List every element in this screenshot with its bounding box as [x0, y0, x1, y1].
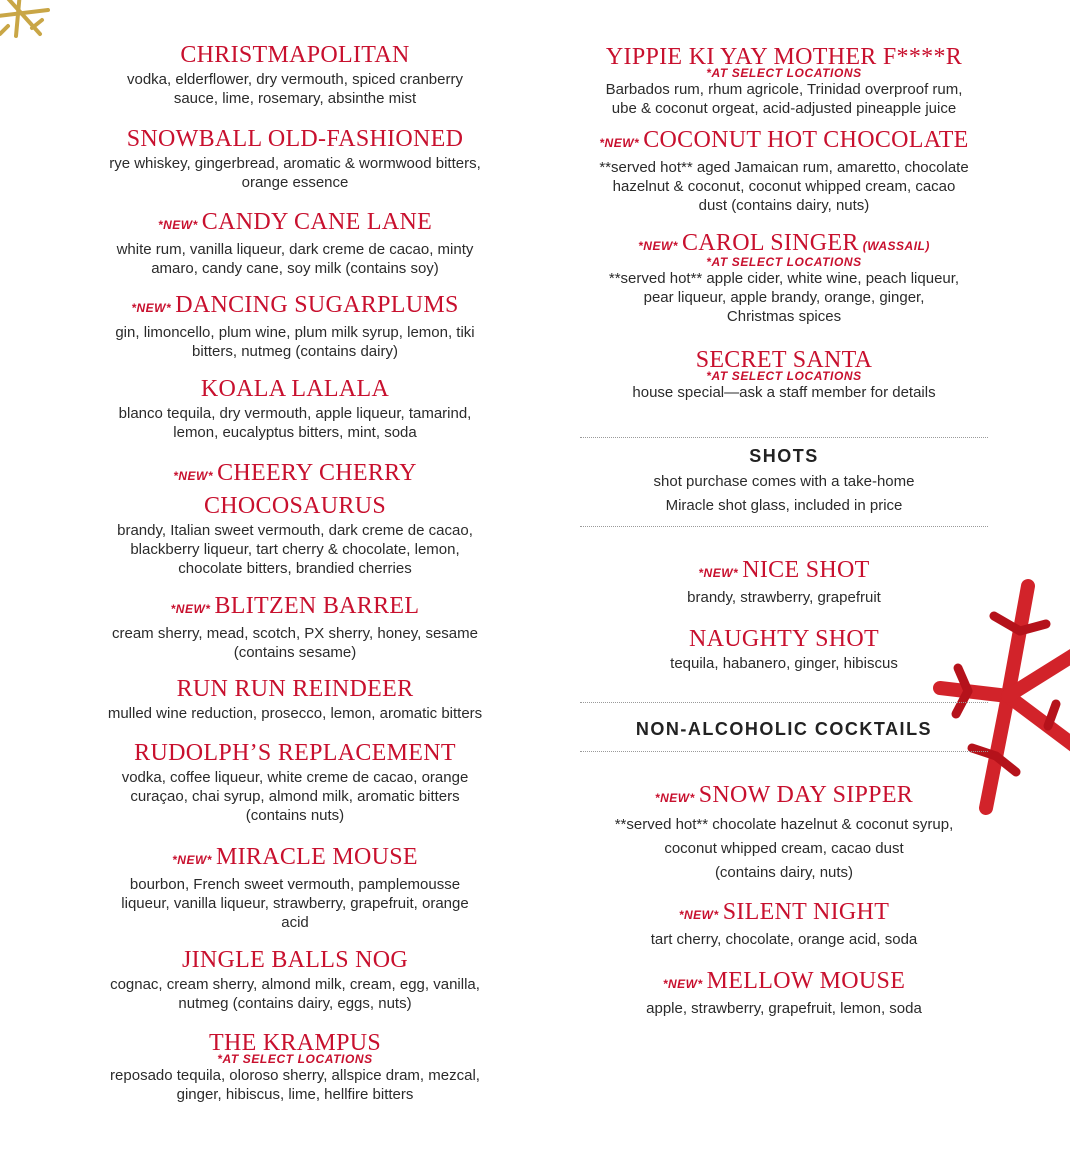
item-desc: dust (contains dairy, nuts): [698, 197, 870, 214]
menu-item: [90, 674, 500, 723]
shot-item: [574, 624, 994, 673]
item-desc: ube & coconut orgeat, acid-adjusted pineapple juice: [611, 100, 957, 117]
item-title: SNOWBALL OLD-FASHIONED: [126, 126, 464, 152]
item-title: RUDOLPH’S REPLACEMENT: [134, 740, 456, 766]
item-desc: vodka, coffee liqueur, white creme de cacao, orange: [121, 769, 469, 786]
menu-item: [90, 945, 500, 1013]
item-desc: house special—ask a staff member for details: [632, 384, 936, 401]
item-desc: blackberry liqueur, tart cherry & chocolate, lemon,: [130, 541, 460, 558]
nonalc-item: [574, 966, 994, 1018]
menu-item: [90, 1028, 500, 1104]
new-badge: *NEW*: [662, 977, 703, 991]
item-title: *NEW* CAROL SINGER (WASSAIL): [638, 230, 930, 256]
item-desc: bitters, nutmeg (contains dairy): [192, 343, 398, 360]
section-divider: [580, 526, 988, 527]
item-title: *NEW* SNOW DAY SIPPER: [654, 782, 914, 808]
new-badge: *NEW*: [654, 791, 695, 805]
menu-item: [90, 458, 500, 578]
menu-item: [574, 345, 994, 402]
menu-item: [90, 842, 500, 932]
item-desc: gin, limoncello, plum wine, plum milk syrup, lemon, tiki: [115, 324, 475, 341]
location-note: *AT SELECT LOCATIONS: [706, 66, 862, 80]
title-suffix: (WASSAIL): [862, 239, 930, 253]
item-title: *NEW* NICE SHOT: [698, 557, 870, 583]
item-title: *NEW* DANCING SUGARPLUMS: [131, 292, 459, 318]
nonalc-heading: NON-ALCOHOLIC COCKTAILS: [635, 719, 933, 739]
item-desc: mulled wine reduction, prosecco, lemon, aromatic bitters: [107, 705, 483, 722]
item-desc: **served hot** aged Jamaican rum, amaretto, chocolate: [599, 159, 969, 176]
item-desc: coconut whipped cream, cacao dust: [664, 840, 904, 857]
new-badge: *NEW*: [173, 469, 214, 483]
menu-item: [574, 125, 994, 215]
menu-item: [90, 738, 500, 825]
item-desc: brandy, Italian sweet vermouth, dark creme de cacao,: [117, 522, 473, 539]
item-desc: hazelnut & coconut, coconut whipped cream, cacao: [612, 178, 956, 195]
item-desc: brandy, strawberry, grapefruit: [687, 589, 881, 606]
item-title: *NEW* SILENT NIGHT: [678, 899, 890, 925]
item-desc: liqueur, vanilla liqueur, strawberry, grapefruit, orange: [121, 895, 469, 912]
shot-item: [574, 555, 994, 607]
item-desc: Christmas spices: [726, 308, 842, 325]
item-desc: curaçao, chai syrup, almond milk, aromatic bitters: [130, 788, 460, 805]
new-badge: *NEW*: [170, 602, 211, 616]
item-desc: tequila, habanero, ginger, hibiscus: [670, 655, 898, 672]
item-title: *NEW* COCONUT HOT CHOCOLATE: [599, 127, 969, 153]
item-title: THE KRAMPUS: [209, 1030, 381, 1056]
new-badge: *NEW*: [131, 301, 172, 315]
menu-item: [90, 124, 500, 192]
note-line: Miracle shot glass, included in price: [665, 497, 903, 514]
item-desc: chocolate bitters, brandied cherries: [178, 560, 412, 577]
item-desc: Barbados rum, rhum agricole, Trinidad overproof rum,: [605, 81, 963, 98]
location-note: *AT SELECT LOCATIONS: [217, 1052, 373, 1066]
item-desc: reposado tequila, oloroso sherry, allspice dram, mezcal,: [110, 1067, 480, 1084]
item-desc: tart cherry, chocolate, orange acid, soda: [650, 931, 918, 948]
item-desc: pear liqueur, apple brandy, orange, ginger,: [643, 289, 925, 306]
nonalc-item: [574, 780, 994, 885]
item-desc: apple, strawberry, grapefruit, lemon, soda: [646, 1000, 922, 1017]
item-title: RUN RUN REINDEER: [176, 676, 414, 702]
new-badge: *NEW*: [599, 136, 640, 150]
nonalc-item: [574, 897, 994, 949]
section-divider: [580, 751, 988, 752]
item-title: *NEW* CHEERY CHERRY: [173, 460, 417, 486]
new-badge: *NEW*: [638, 239, 678, 253]
item-desc: ginger, hibiscus, lime, hellfire bitters: [176, 1086, 414, 1103]
item-desc: white rum, vanilla liqueur, dark creme de cacao, minty: [116, 241, 474, 258]
item-title: YIPPIE KI YAY MOTHER F****R: [605, 44, 963, 70]
note-line: shot purchase comes with a take-home: [653, 473, 915, 490]
menu-item: [90, 374, 500, 442]
new-badge: *NEW*: [698, 566, 739, 580]
item-desc: nutmeg (contains dairy, eggs, nuts): [178, 995, 412, 1012]
section-divider: [580, 702, 988, 703]
menu-item: [574, 42, 994, 118]
location-note: *AT SELECT LOCATIONS: [706, 369, 862, 383]
item-title-line2: CHOCOSAURUS: [203, 493, 386, 519]
shots-note: [574, 470, 994, 518]
item-desc: bourbon, French sweet vermouth, pamplemousse: [129, 876, 461, 893]
item-desc: vodka, elderflower, dry vermouth, spiced cranberry: [127, 71, 463, 88]
new-badge: *NEW*: [172, 853, 212, 867]
item-title: KOALA LALALA: [200, 376, 390, 402]
item-desc: rye whiskey, gingerbread, aromatic & wormwood bitters,: [109, 155, 481, 172]
shots-heading: SHOTS: [749, 446, 819, 466]
menu-item: [90, 207, 500, 278]
item-desc: sauce, lime, rosemary, absinthe mist: [173, 90, 417, 107]
item-desc: (contains dairy, nuts): [714, 864, 854, 881]
item-title: *NEW* BLITZEN BARREL: [170, 593, 420, 619]
item-desc: (contains sesame): [233, 644, 357, 661]
item-title: JINGLE BALLS NOG: [181, 947, 409, 973]
gold-snowflake-icon: [0, 0, 60, 50]
menu-item: [90, 40, 500, 108]
item-desc: amaro, candy cane, soy milk (contains soy): [151, 260, 439, 277]
menu-item: [90, 290, 500, 361]
new-badge: *NEW*: [678, 908, 719, 922]
location-note: *AT SELECT LOCATIONS: [706, 255, 862, 269]
menu-item: [574, 228, 994, 326]
item-title: SECRET SANTA: [695, 347, 873, 373]
item-desc: blanco tequila, dry vermouth, apple liqueur, tamarind,: [118, 405, 472, 422]
item-desc: **served hot** apple cider, white wine, peach liqueur,: [608, 270, 960, 287]
item-desc: cognac, cream sherry, almond milk, cream, egg, vanilla,: [110, 976, 480, 993]
item-title: *NEW* MIRACLE MOUSE: [172, 844, 418, 870]
item-desc: cream sherry, mead, scotch, PX sherry, honey, sesame: [112, 625, 478, 642]
new-badge: *NEW*: [157, 218, 198, 232]
item-desc: acid: [281, 914, 309, 931]
item-title: NAUGHTY SHOT: [688, 626, 880, 652]
item-desc: orange essence: [241, 174, 349, 191]
item-desc: **served hot** chocolate hazelnut & coconut syrup,: [614, 816, 954, 833]
menu-item: [90, 591, 500, 662]
item-desc: lemon, eucalyptus bitters, mint, soda: [173, 424, 417, 441]
section-divider: [580, 437, 988, 438]
item-title: *NEW* MELLOW MOUSE: [662, 968, 906, 994]
item-title: CHRISTMAPOLITAN: [180, 42, 410, 68]
item-title: *NEW* CANDY CANE LANE: [157, 209, 433, 235]
item-desc: (contains nuts): [245, 807, 345, 824]
